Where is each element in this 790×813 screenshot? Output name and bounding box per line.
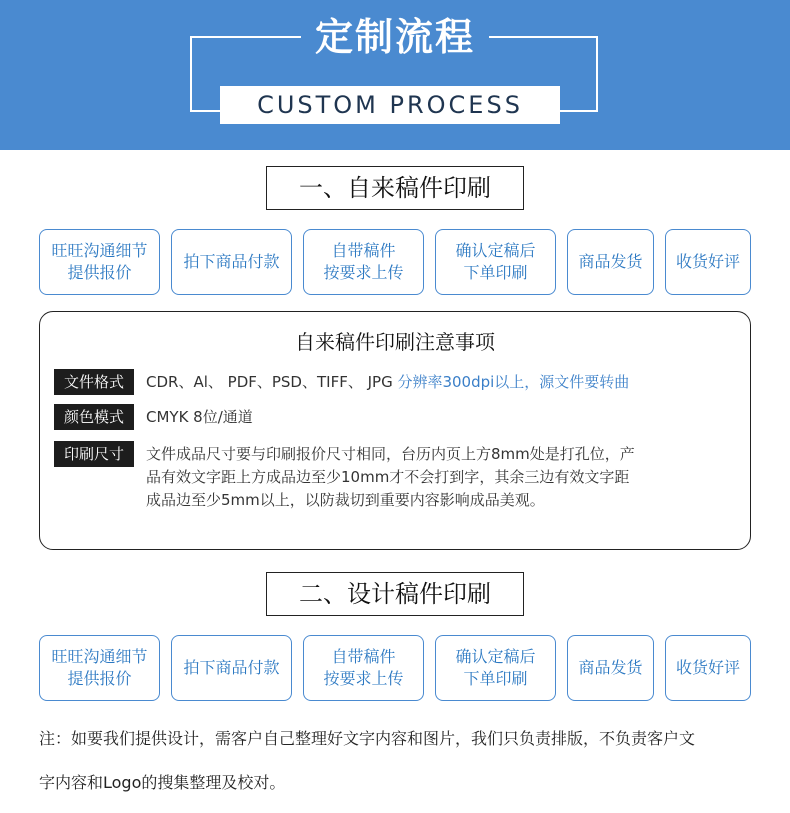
step-review: 收货好评 [665, 635, 751, 701]
step-upload: 自带稿件 按要求上传 [303, 229, 424, 295]
step-pay: 拍下商品付款 [171, 229, 292, 295]
footer-note: 注：如要我们提供设计，需客户自己整理好文字内容和图片，我们只负责排版，不负责客户文 字内容和Logo的搜集整理及校对。 [39, 729, 696, 792]
format-list: CDR、Al、 PDF、PSD、TIFF、 JPG [146, 373, 398, 391]
step-confirm-print: 确认定稿后 下单印刷 [435, 229, 556, 295]
step-review: 收货好评 [665, 229, 751, 295]
format-text [146, 371, 629, 394]
section2-title: 二、设计稿件印刷 [266, 572, 524, 616]
color-tag: 颜色模式 [54, 404, 134, 430]
page-subtitle: CUSTOM PROCESS [220, 86, 560, 124]
step-pay: 拍下商品付款 [171, 635, 292, 701]
format-highlight: 分辨率300dpi以上，源文件要转曲 [397, 373, 630, 391]
size-tag: 印刷尺寸 [54, 441, 134, 467]
step-ship: 商品发货 [567, 635, 654, 701]
page-title: 定制流程 [301, 10, 489, 64]
header-banner [0, 0, 790, 150]
format-tag: 文件格式 [54, 369, 134, 395]
step-contact-quote: 旺旺沟通细节 提供报价 [39, 229, 160, 295]
color-text: CMYK 8位/通道 [146, 408, 253, 426]
step-confirm-print: 确认定稿后 下单印刷 [435, 635, 556, 701]
step-ship: 商品发货 [567, 229, 654, 295]
notes-title: 自来稿件印刷注意事项 [295, 330, 495, 354]
section1-steps [39, 229, 751, 295]
section1-title: 一、自来稿件印刷 [266, 166, 524, 210]
step-contact-quote: 旺旺沟通细节 提供报价 [39, 635, 160, 701]
size-text: 文件成品尺寸要与印刷报价尺寸相同，台历内页上方8mm处是打孔位，产 品有效文字距上方成品边至少10mm才不会打到字，其余三边有效文字距 成品边至少5mm以上，以防裁切到重要内容影响成品美观。 [146, 445, 635, 509]
step-upload: 自带稿件 按要求上传 [303, 635, 424, 701]
section2-steps [39, 635, 751, 701]
notes-panel [39, 311, 751, 550]
